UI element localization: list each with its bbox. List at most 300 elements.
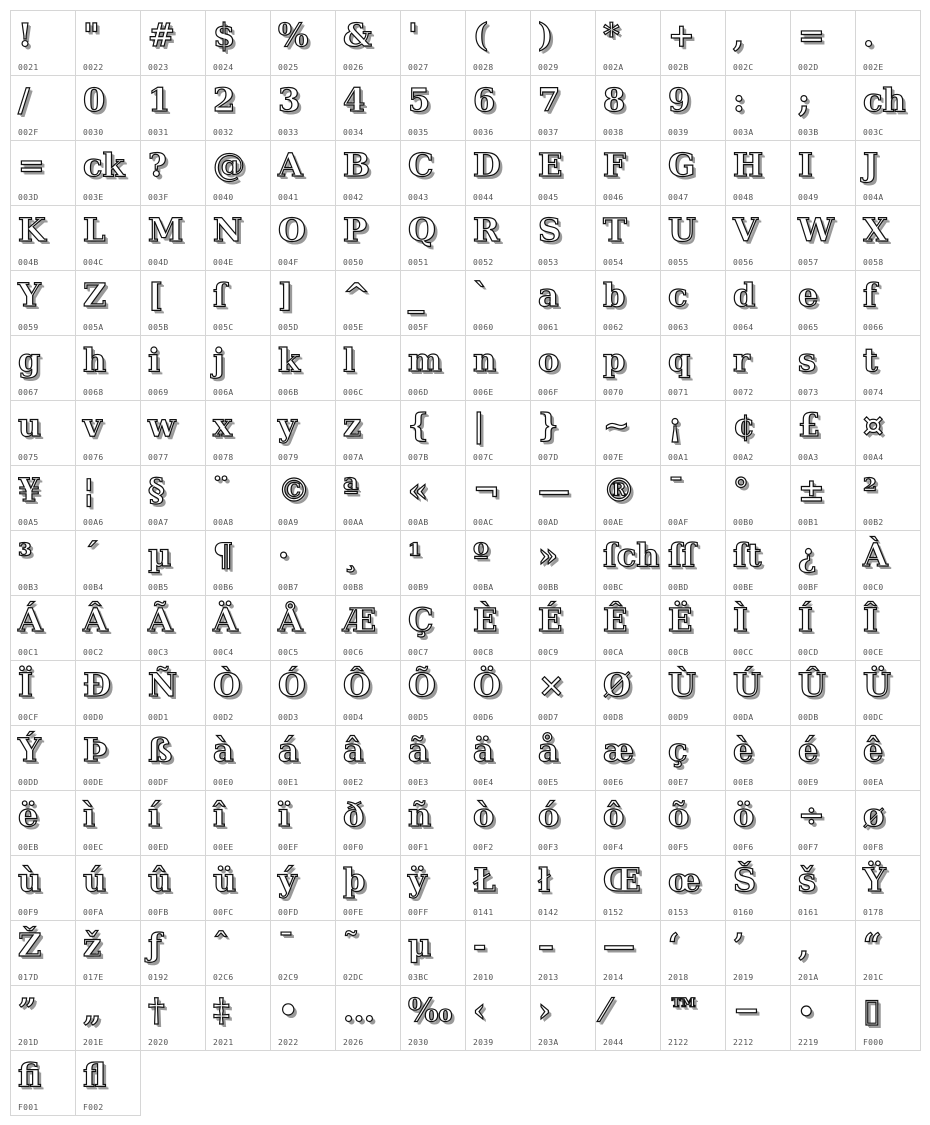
glyph-codepoint-label: 00EA bbox=[863, 778, 884, 787]
glyph-char: { bbox=[408, 406, 429, 444]
glyph-cell bbox=[10, 205, 76, 271]
glyph-codepoint-label: 0066 bbox=[863, 323, 884, 332]
glyph-codepoint-label: 0041 bbox=[278, 193, 299, 202]
glyph-cell bbox=[725, 530, 791, 596]
glyph-codepoint-label: 006C bbox=[343, 388, 364, 397]
glyph-codepoint-label: 00BE bbox=[733, 583, 754, 592]
glyph-char: Ô bbox=[343, 666, 371, 704]
glyph-cell bbox=[140, 270, 206, 336]
glyph-cell bbox=[465, 270, 531, 336]
glyph-codepoint-label: 0044 bbox=[473, 193, 494, 202]
glyph-char: Ý bbox=[18, 731, 41, 769]
glyph-char: å bbox=[538, 731, 559, 769]
glyph-cell bbox=[335, 10, 401, 76]
glyph-char: ù bbox=[18, 861, 42, 899]
glyph-char: ` bbox=[473, 276, 489, 314]
glyph-char: 2 bbox=[213, 81, 236, 119]
glyph-cell bbox=[660, 75, 726, 141]
glyph-cell bbox=[465, 205, 531, 271]
glyph-char: z bbox=[343, 406, 362, 444]
glyph-cell bbox=[75, 335, 141, 401]
glyph-codepoint-label: 00A7 bbox=[148, 518, 169, 527]
glyph-cell bbox=[465, 10, 531, 76]
glyph-codepoint-label: 201C bbox=[863, 973, 884, 982]
glyph-char: P bbox=[343, 211, 368, 249]
glyph-cell bbox=[790, 75, 856, 141]
glyph-char: k bbox=[278, 341, 301, 379]
glyph-cell bbox=[75, 205, 141, 271]
glyph-cell bbox=[205, 75, 271, 141]
glyph-char: Ÿ bbox=[863, 861, 886, 899]
glyph-codepoint-label: 0035 bbox=[408, 128, 429, 137]
glyph-char: @ bbox=[213, 146, 245, 184]
glyph-char: ? bbox=[148, 146, 167, 184]
glyph-cell bbox=[790, 660, 856, 726]
glyph-codepoint-label: 003C bbox=[863, 128, 884, 137]
glyph-codepoint-label: 00B2 bbox=[863, 518, 884, 527]
glyph-char: c bbox=[668, 276, 688, 314]
glyph-char: C bbox=[408, 146, 434, 184]
glyph-char: ſch bbox=[603, 536, 660, 574]
glyph-cell bbox=[270, 725, 336, 791]
glyph-codepoint-label: 004A bbox=[863, 193, 884, 202]
glyph-cell bbox=[270, 465, 336, 531]
glyph-cell bbox=[335, 465, 401, 531]
glyph-char: Ï bbox=[18, 666, 33, 704]
glyph-codepoint-label: 2021 bbox=[213, 1038, 234, 1047]
glyph-char: ^ bbox=[343, 276, 370, 314]
glyph-char: j bbox=[213, 341, 225, 379]
glyph-codepoint-label: 00AF bbox=[668, 518, 689, 527]
glyph-cell bbox=[75, 725, 141, 791]
glyph-cell bbox=[400, 140, 466, 206]
glyph-codepoint-label: 00DB bbox=[798, 713, 819, 722]
glyph-char: ∙ bbox=[798, 991, 815, 1029]
glyph-cell bbox=[530, 790, 596, 856]
glyph-cell bbox=[205, 920, 271, 986]
glyph-char: é bbox=[798, 731, 819, 769]
glyph-codepoint-label: 002A bbox=[603, 63, 624, 72]
glyph-cell bbox=[725, 335, 791, 401]
glyph-codepoint-label: 00BC bbox=[603, 583, 624, 592]
glyph-cell bbox=[790, 400, 856, 466]
glyph-codepoint-label: 2018 bbox=[668, 973, 689, 982]
glyph-char: ú bbox=[83, 861, 107, 899]
glyph-codepoint-label: 0048 bbox=[733, 193, 754, 202]
glyph-cell bbox=[595, 140, 661, 206]
glyph-codepoint-label: 0046 bbox=[603, 193, 624, 202]
glyph-char: Í bbox=[798, 601, 813, 639]
glyph-cell bbox=[465, 790, 531, 856]
glyph-cell bbox=[140, 530, 206, 596]
glyph-codepoint-label: 00B8 bbox=[343, 583, 364, 592]
glyph-codepoint-label: 0059 bbox=[18, 323, 39, 332]
glyph-cell bbox=[400, 725, 466, 791]
glyph-char: o bbox=[538, 341, 560, 379]
glyph-char: B bbox=[343, 146, 371, 184]
glyph-cell bbox=[270, 205, 336, 271]
glyph-char: ™ bbox=[668, 991, 700, 1029]
glyph-cell bbox=[725, 660, 791, 726]
glyph-cell bbox=[335, 205, 401, 271]
glyph-cell bbox=[595, 465, 661, 531]
glyph-cell bbox=[10, 855, 76, 921]
glyph-codepoint-label: 00AA bbox=[343, 518, 364, 527]
glyph-char: S bbox=[538, 211, 562, 249]
glyph-cell bbox=[270, 270, 336, 336]
glyph-char: ë bbox=[18, 796, 39, 834]
glyph-char: $ bbox=[213, 16, 236, 54]
glyph-char: m bbox=[408, 341, 442, 379]
glyph-cell bbox=[530, 400, 596, 466]
glyph-cell bbox=[140, 75, 206, 141]
glyph-cell bbox=[595, 725, 661, 791]
glyph-cell bbox=[790, 205, 856, 271]
glyph-codepoint-label: 00DC bbox=[863, 713, 884, 722]
glyph-char: g bbox=[18, 341, 41, 379]
glyph-cell bbox=[140, 985, 206, 1051]
glyph-cell bbox=[660, 985, 726, 1051]
glyph-char: W bbox=[798, 211, 834, 249]
glyph-codepoint-label: 00C4 bbox=[213, 648, 234, 657]
glyph-cell bbox=[595, 985, 661, 1051]
glyph-cell bbox=[790, 855, 856, 921]
glyph-cell bbox=[465, 660, 531, 726]
glyph-cell bbox=[400, 790, 466, 856]
glyph-cell bbox=[725, 400, 791, 466]
glyph-codepoint-label: 00FE bbox=[343, 908, 364, 917]
glyph-cell bbox=[205, 660, 271, 726]
glyph-char: D bbox=[473, 146, 501, 184]
glyph-codepoint-label: 00C6 bbox=[343, 648, 364, 657]
glyph-codepoint-label: 00BB bbox=[538, 583, 559, 592]
glyph-char: Ð bbox=[83, 666, 111, 704]
glyph-codepoint-label: 006B bbox=[278, 388, 299, 397]
glyph-char: Ó bbox=[278, 666, 306, 704]
glyph-codepoint-label: 0057 bbox=[798, 258, 819, 267]
glyph-char: J bbox=[863, 146, 879, 184]
glyph-codepoint-label: 0056 bbox=[733, 258, 754, 267]
glyph-cell bbox=[10, 595, 76, 661]
glyph-cell bbox=[595, 205, 661, 271]
glyph-codepoint-label: 00EB bbox=[18, 843, 39, 852]
glyph-cell bbox=[660, 855, 726, 921]
glyph-char: õ bbox=[668, 796, 690, 834]
glyph-codepoint-label: 0022 bbox=[83, 63, 104, 72]
glyph-codepoint-label: 00E2 bbox=[343, 778, 364, 787]
glyph-cell bbox=[595, 595, 661, 661]
glyph-codepoint-label: 0047 bbox=[668, 193, 689, 202]
glyph-codepoint-label: 00A8 bbox=[213, 518, 234, 527]
glyph-char: . bbox=[863, 16, 875, 54]
glyph-char: v bbox=[83, 406, 102, 444]
glyph-cell bbox=[270, 140, 336, 206]
glyph-char: ô bbox=[603, 796, 625, 834]
glyph-codepoint-label: 0055 bbox=[668, 258, 689, 267]
glyph-codepoint-label: 2020 bbox=[148, 1038, 169, 1047]
glyph-cell bbox=[530, 10, 596, 76]
glyph-codepoint-label: 0021 bbox=[18, 63, 39, 72]
glyph-cell bbox=[595, 75, 661, 141]
glyph-char: “ bbox=[863, 926, 882, 964]
glyph-codepoint-label: 00C2 bbox=[83, 648, 104, 657]
glyph-cell bbox=[400, 205, 466, 271]
glyph-codepoint-label: 0069 bbox=[148, 388, 169, 397]
glyph-cell bbox=[75, 660, 141, 726]
glyph-codepoint-label: 00B9 bbox=[408, 583, 429, 592]
glyph-cell bbox=[10, 920, 76, 986]
glyph-codepoint-label: 2122 bbox=[668, 1038, 689, 1047]
glyph-char: Æ bbox=[343, 601, 377, 639]
glyph-codepoint-label: 0160 bbox=[733, 908, 754, 917]
glyph-cell bbox=[140, 10, 206, 76]
glyph-cell bbox=[270, 75, 336, 141]
glyph-codepoint-label: 0078 bbox=[213, 453, 234, 462]
glyph-codepoint-label: 0070 bbox=[603, 388, 624, 397]
glyph-char: x bbox=[213, 406, 233, 444]
glyph-char: ~ bbox=[603, 406, 630, 444]
glyph-cell bbox=[335, 530, 401, 596]
glyph-char: ø bbox=[863, 796, 885, 834]
glyph-codepoint-label: 00BD bbox=[668, 583, 689, 592]
glyph-codepoint-label: 00A2 bbox=[733, 453, 754, 462]
glyph-cell bbox=[270, 660, 336, 726]
glyph-cell bbox=[270, 530, 336, 596]
glyph-cell bbox=[400, 335, 466, 401]
glyph-codepoint-label: 007D bbox=[538, 453, 559, 462]
glyph-cell bbox=[855, 140, 921, 206]
glyph-cell bbox=[10, 660, 76, 726]
glyph-cell bbox=[75, 595, 141, 661]
glyph-char: ì bbox=[83, 796, 96, 834]
glyph-char: † bbox=[148, 991, 165, 1029]
glyph-cell bbox=[790, 465, 856, 531]
glyph-cell bbox=[530, 75, 596, 141]
glyph-char: Ì bbox=[733, 601, 748, 639]
glyph-cell bbox=[270, 595, 336, 661]
glyph-codepoint-label: 2039 bbox=[473, 1038, 494, 1047]
glyph-char: ± bbox=[798, 471, 825, 509]
glyph-char: Z bbox=[83, 276, 107, 314]
glyph-char: ¯ bbox=[668, 471, 684, 509]
glyph-char: Ł bbox=[473, 861, 496, 899]
glyph-cell bbox=[660, 660, 726, 726]
glyph-cell bbox=[75, 530, 141, 596]
glyph-cell bbox=[595, 855, 661, 921]
glyph-codepoint-label: 002F bbox=[18, 128, 39, 137]
glyph-cell bbox=[855, 660, 921, 726]
glyph-cell bbox=[465, 855, 531, 921]
glyph-codepoint-label: 00FB bbox=[148, 908, 169, 917]
glyph-cell bbox=[855, 270, 921, 336]
glyph-cell bbox=[595, 270, 661, 336]
glyph-codepoint-label: 004D bbox=[148, 258, 169, 267]
glyph-cell bbox=[400, 920, 466, 986]
glyph-cell bbox=[400, 660, 466, 726]
glyph-char: ö bbox=[733, 796, 755, 834]
glyph-char: ” bbox=[18, 991, 37, 1029]
glyph-char: fi bbox=[18, 1056, 42, 1094]
glyph-cell bbox=[530, 985, 596, 1051]
glyph-codepoint-label: 0028 bbox=[473, 63, 494, 72]
glyph-char: O bbox=[278, 211, 306, 249]
glyph-char: ▯ bbox=[863, 991, 881, 1029]
glyph-char: ⁄ bbox=[603, 991, 609, 1029]
glyph-codepoint-label: 00FA bbox=[83, 908, 104, 917]
glyph-cell bbox=[465, 465, 531, 531]
glyph-char: ´ bbox=[83, 536, 99, 574]
glyph-codepoint-label: 005A bbox=[83, 323, 104, 332]
glyph-codepoint-label: 003E bbox=[83, 193, 104, 202]
glyph-cell bbox=[205, 985, 271, 1051]
glyph-codepoint-label: 00F4 bbox=[603, 843, 624, 852]
glyph-cell bbox=[660, 335, 726, 401]
glyph-char: ° bbox=[733, 471, 749, 509]
glyph-char: r bbox=[733, 341, 750, 379]
glyph-cell bbox=[75, 140, 141, 206]
glyph-codepoint-label: 2030 bbox=[408, 1038, 429, 1047]
glyph-codepoint-label: 00D2 bbox=[213, 713, 234, 722]
glyph-char: u bbox=[18, 406, 42, 444]
glyph-char: ª bbox=[343, 471, 359, 509]
glyph-cell bbox=[75, 1050, 141, 1116]
glyph-cell bbox=[790, 595, 856, 661]
glyph-codepoint-label: 00B3 bbox=[18, 583, 39, 592]
glyph-char: œ bbox=[668, 861, 701, 899]
glyph-char: q bbox=[668, 341, 691, 379]
glyph-cell bbox=[465, 530, 531, 596]
glyph-codepoint-label: 017E bbox=[83, 973, 104, 982]
glyph-char: ÿ bbox=[408, 861, 427, 899]
glyph-char: ſt bbox=[733, 536, 762, 574]
glyph-char: 9 bbox=[668, 81, 691, 119]
glyph-codepoint-label: 00D3 bbox=[278, 713, 299, 722]
glyph-char: l bbox=[343, 341, 356, 379]
glyph-codepoint-label: 201D bbox=[18, 1038, 39, 1047]
glyph-char: − bbox=[733, 991, 760, 1029]
glyph-codepoint-label: 0161 bbox=[798, 908, 819, 917]
glyph-char: X bbox=[863, 211, 888, 249]
glyph-codepoint-label: 00EC bbox=[83, 843, 104, 852]
glyph-codepoint-label: 004C bbox=[83, 258, 104, 267]
glyph-codepoint-label: 00DF bbox=[148, 778, 169, 787]
glyph-codepoint-label: 00F0 bbox=[343, 843, 364, 852]
glyph-char: μ bbox=[408, 926, 432, 964]
glyph-char: ¢ bbox=[733, 406, 756, 444]
glyph-cell bbox=[400, 75, 466, 141]
glyph-char: = bbox=[18, 146, 45, 184]
glyph-cell bbox=[335, 725, 401, 791]
glyph-codepoint-label: 00D9 bbox=[668, 713, 689, 722]
glyph-char: ˆ bbox=[213, 926, 229, 964]
glyph-char: Ü bbox=[863, 666, 891, 704]
glyph-cell bbox=[10, 10, 76, 76]
glyph-char: ³ bbox=[18, 536, 33, 574]
glyph-char: 1 bbox=[148, 81, 171, 119]
glyph-codepoint-label: 00C8 bbox=[473, 648, 494, 657]
glyph-cell bbox=[270, 400, 336, 466]
glyph-char: æ bbox=[603, 731, 635, 769]
glyph-char: ñ bbox=[408, 796, 432, 834]
glyph-cell bbox=[140, 660, 206, 726]
glyph-cell bbox=[140, 920, 206, 986]
glyph-codepoint-label: 0037 bbox=[538, 128, 559, 137]
glyph-codepoint-label: 00DD bbox=[18, 778, 39, 787]
glyph-char: * bbox=[603, 16, 620, 54]
glyph-codepoint-label: 00D8 bbox=[603, 713, 624, 722]
glyph-char: + bbox=[668, 16, 695, 54]
glyph-codepoint-label: 00C3 bbox=[148, 648, 169, 657]
glyph-char: ł bbox=[538, 861, 551, 899]
glyph-codepoint-label: 005B bbox=[148, 323, 169, 332]
glyph-cell bbox=[725, 465, 791, 531]
glyph-codepoint-label: 0029 bbox=[538, 63, 559, 72]
glyph-codepoint-label: 00C5 bbox=[278, 648, 299, 657]
glyph-codepoint-label: 00C0 bbox=[863, 583, 884, 592]
glyph-cell bbox=[400, 400, 466, 466]
glyph-cell bbox=[595, 400, 661, 466]
glyph-cell bbox=[660, 530, 726, 596]
glyph-char: ƒ bbox=[148, 926, 162, 964]
glyph-codepoint-label: 006F bbox=[538, 388, 559, 397]
glyph-char: Þ bbox=[83, 731, 108, 769]
glyph-codepoint-label: 007C bbox=[473, 453, 494, 462]
glyph-cell bbox=[855, 335, 921, 401]
glyph-codepoint-label: 02C9 bbox=[278, 973, 299, 982]
glyph-char: V bbox=[733, 211, 758, 249]
glyph-cell bbox=[855, 855, 921, 921]
glyph-cell bbox=[270, 10, 336, 76]
glyph-char: ‹ bbox=[473, 991, 486, 1029]
glyph-codepoint-label: 00D5 bbox=[408, 713, 429, 722]
glyph-cell bbox=[400, 985, 466, 1051]
glyph-cell bbox=[725, 270, 791, 336]
glyph-char: Õ bbox=[408, 666, 436, 704]
glyph-codepoint-label: 00E0 bbox=[213, 778, 234, 787]
glyph-char: K bbox=[18, 211, 46, 249]
glyph-char: ! bbox=[18, 16, 33, 54]
glyph-codepoint-label: 0152 bbox=[603, 908, 624, 917]
glyph-char: × bbox=[538, 666, 565, 704]
glyph-codepoint-label: 0053 bbox=[538, 258, 559, 267]
glyph-codepoint-label: 00E7 bbox=[668, 778, 689, 787]
glyph-codepoint-label: 0061 bbox=[538, 323, 559, 332]
glyph-codepoint-label: 00DA bbox=[733, 713, 754, 722]
glyph-codepoint-label: 00FC bbox=[213, 908, 234, 917]
glyph-codepoint-label: 2219 bbox=[798, 1038, 819, 1047]
glyph-char: 8 bbox=[603, 81, 626, 119]
glyph-char: ¶ bbox=[213, 536, 234, 574]
glyph-cell bbox=[465, 400, 531, 466]
glyph-codepoint-label: 00BA bbox=[473, 583, 494, 592]
glyph-char: Ž bbox=[18, 926, 42, 964]
glyph-char: | bbox=[473, 406, 485, 444]
glyph-char: £ bbox=[798, 406, 821, 444]
glyph-char: M bbox=[148, 211, 184, 249]
glyph-codepoint-label: 00B7 bbox=[278, 583, 299, 592]
glyph-cell bbox=[595, 530, 661, 596]
glyph-char: Â bbox=[83, 601, 108, 639]
glyph-cell bbox=[725, 140, 791, 206]
glyph-codepoint-label: 00F5 bbox=[668, 843, 689, 852]
glyph-char: „ bbox=[83, 991, 102, 1029]
glyph-char: U bbox=[668, 211, 696, 249]
glyph-cell bbox=[465, 595, 531, 661]
glyph-char: ‘ bbox=[668, 926, 680, 964]
glyph-cell bbox=[270, 855, 336, 921]
glyph-codepoint-label: 0062 bbox=[603, 323, 624, 332]
glyph-codepoint-label: 006A bbox=[213, 388, 234, 397]
